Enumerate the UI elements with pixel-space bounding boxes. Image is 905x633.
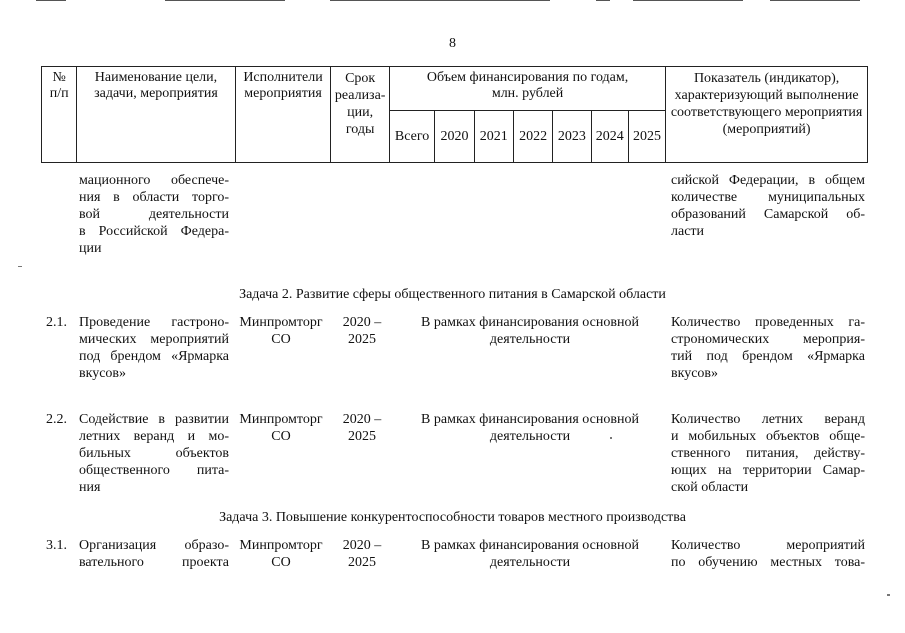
header-total: Всего	[389, 111, 434, 163]
scan-speck	[610, 437, 612, 439]
row-indicator: Количество мероприятий по обучению местных това-	[671, 538, 865, 570]
top-scan-rule	[770, 0, 860, 1]
top-scan-rule	[165, 0, 285, 1]
header-funding: Объем финансирования по годам, млн. рублей	[389, 67, 665, 111]
row-num: 2.2.	[46, 412, 67, 427]
row-indicator: Количество летних веранд и мобильных объектов обще- ственного питания, действу- ющих на территории Самар- ской области	[671, 412, 865, 495]
row-indicator: Количество проведенных га- строномических мероприя- тий под брендом «Ярмарка вкусов»	[671, 315, 865, 381]
row-executor: Минпромторг СО	[239, 315, 323, 347]
header-name: Наименование цели, задачи, мероприятия	[77, 67, 235, 163]
task-3-title: Задача 3. Повышение конкурентоспособности товаров местного производства	[219, 510, 686, 525]
header-year: 2024	[591, 111, 628, 163]
header-year: 2020	[435, 111, 474, 163]
row-funding: В рамках финансирования основной деятельности	[421, 538, 639, 570]
row-term: 2020 – 2025	[342, 412, 382, 444]
header-year: 2023	[553, 111, 591, 163]
header-year: 2021	[474, 111, 513, 163]
row-executor: Минпромторг СО	[239, 412, 323, 444]
continuation-name: мационного обеспече- ния в области торго- вой деятельности в Российской Федера- ции	[79, 173, 229, 256]
row-executor: Минпромторг СО	[239, 538, 323, 570]
top-scan-rule	[596, 0, 610, 1]
scan-speck	[887, 594, 890, 596]
page-number: 8	[449, 36, 456, 51]
header-term: Срок реализа- ции, годы	[331, 67, 389, 163]
row-funding: В рамках финансирования основной деятельности	[421, 315, 639, 347]
row-term: 2020 – 2025	[342, 538, 382, 570]
row-funding: В рамках финансирования основной деятельности	[421, 412, 639, 444]
row-name: Проведение гастроно- мических мероприятий под брендом «Ярмарка вкусов»	[79, 315, 229, 381]
task-2-title: Задача 2. Развитие сферы общественного питания в Самарской области	[239, 287, 666, 302]
header-year: 2022	[513, 111, 552, 163]
top-scan-rule	[633, 0, 743, 1]
scan-speck	[18, 266, 22, 267]
row-term: 2020 – 2025	[342, 315, 382, 347]
header-num: № п/п	[42, 67, 77, 163]
header-year: 2025	[628, 111, 665, 163]
top-scan-rule	[36, 0, 66, 1]
row-num: 2.1.	[46, 315, 67, 330]
table-header	[41, 66, 868, 163]
row-name: Организация образо- вательного проекта	[79, 538, 229, 570]
row-name: Содействие в развитии летних веранд и мо- бильных объектов общественного пита- ния	[79, 412, 229, 495]
header-indicator: Показатель (индикатор), характеризующий выполнение соответствующего мероприятия (мероприятий)	[666, 67, 868, 163]
row-num: 3.1.	[46, 538, 67, 553]
header-executors: Исполнители мероприятия	[235, 67, 331, 163]
top-scan-rule	[330, 0, 550, 1]
continuation-indicator: сийской Федерации, в общем количестве муниципальных образований Самарской об- ласти	[671, 173, 865, 239]
